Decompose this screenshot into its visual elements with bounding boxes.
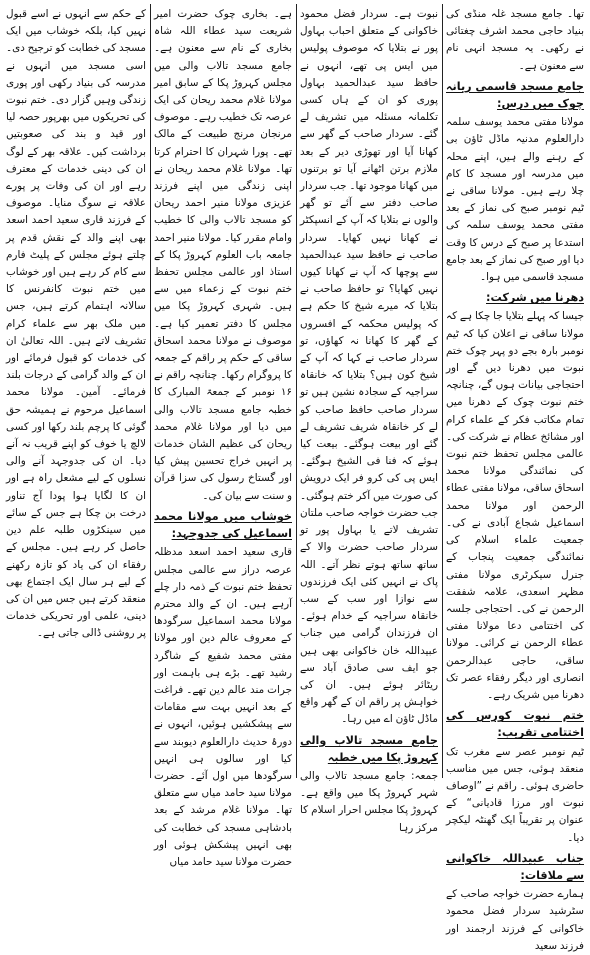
paragraph: نبوت ہے۔ سردار فضل محمود خاکوانی کے متعلق احباب بہاول پور نے بتلایا کہ موصوف پولیس میں ایس پی تھے، انہوں نے حافظ سید عبدالحمید بہاول پوری کو ان کے ہاں کسی تکلمانہ مسئلہ میں تشریف لے گئے۔ سردار صاحب کے گھر سے کھانا آیا اور تھوڑی دیر کے بعد ملازم برتن اٹھانے آیا تو برتنوں میں کھانا موجود تھا۔ جب سردار صاحب دفتر سے آئے تو گھر والوں نے بتلایا کہ آپ کے انسپکٹر نے کھانا نہیں کھایا۔ سردار صاحب نے حافظ سید عبدالحمید سے پوچھا کہ آپ نے کھانا کیوں نہیں کھایا؟ تو حافظ صاحب نے بتلایا کہ میرے شیخ کا حکم ہے کہ پولیس محکمہ کے افسروں کے گھر کا کھانا نہ کھاؤں، تو سردار صاحب نے کہا کہ آپ کے شیخ کون ہیں؟ بتلایا کہ خانقاہ سراجیہ کے سجادہ نشین ہیں تو سردار صاحب حافظ صاحب کو لے کر خانقاہ شریف تشریف لے گئے اور بیعت ہوگئے۔ بیعت کیا ہوئے کہ فنا فی الشیخ ہوگئے۔ ایس پی کی کرو فر ایک درویش کی صورت میں آکر ختم ہوگئی۔ جب حضرت خواجہ صاحب ملتان تشریف لاتے یا بہاول پور تو سردار صاحب حضرت والا کے ساتھ ساتھ ہوتے نظر آتے۔ اللہ پاک نے انہیں کئی ایک فرزندوں سے نوازا اور سب کے سب خانقاہ سراجیہ کے خدام ہوئے۔ ان فرزندان گرامی میں جناب عبیداللہ خان خاکوانی بھی ہیں جو ایف سی صادق آباد سے ریٹائر ہوئے ہیں۔ ان کی خواہش پر راقم ان کے گھر واقع ماڈل ٹاؤن اے میں رہا۔ (300, 8, 438, 726)
text-column-2 (300, 6, 438, 834)
paragraph: ہے۔ بخاری چوک حضرت امیر شریعت سید عطاء اللہ شاہ بخاری کے نام سے معنون ہے۔ جامع مسجد تالاب والی میں مجلس کہروڑ پکا کے سابق امیر مولانا غلام محمد ریحان کی ایک عرصہ تک خطیب رہے۔ موصوف مرنجان مرنج طبیعت کے مالک تھے۔ پورا شہران کا احترام کرتا تھا۔ مولانا غلام محمد ریحان نے اپنی زندگی میں اپنے فرزند عزیزی مولانا منیر احمد ریحان کو مسجد تالاب والی کا خطیب وامام مقرر کیا۔ مولانا منیر احمد جامعہ باب العلوم کہروڑ پکا کے استاذ اور عالمی مجلس تحفظ ختم نبوت کے زعماء میں سے ہیں۔ شہری کہروڑ پکا میں مجلس کا دفتر تعمیر کیا ہے۔ موصوف نے مولانا محمد اسحاق ساقی کے حکم پر راقم کے جمعہ کا پروگرام رکھا۔ چنانچہ راقم نے ۱۶ نومبر کے جمعۃ المبارک کا خطبہ جامع مسجد تالاب والی میں دیا اور مولانا غلام محمد ریحان کی عظیم الشان خدمات پر انہیں خراج تحسین پیش کیا اور گستاخ رسول کی سزا قرآن و سنت سے بیان کی۔ (154, 8, 292, 502)
paragraph: جیسا کہ پہلے بتلایا جا چکا ہے کہ مولانا ساقی نے اعلان کیا کہ ٹیم نومبر بارہ بجے دو پہر چوک ختم نبوت میں دھرنا دیں گے اور احتجاجی بیانات ہوں گے، چنانچہ ختم نبوت چوک کے دھرنا میں تمام مکاتب فکر کے علماء کرام اور مشائخ عظام نے شرکت کی۔ عالمی مجلس تحفظ ختم نبوت کی نمائندگی مولانا محمد اسحاق ساقی، مولانا مفتی عطاء الرحمن اور مولانا محمد اسماعیل شجاع آبادی نے کی۔ جمعیت علماء اسلام کی نمائندگی جمعیت پنجاب کے جنرل سیکرٹری مولانا مفتی مظہر اسعدی، علامہ شفقت الرحمن نے کی۔ احتجاجی جلسہ کی اختتامی دعا مولانا مفتی عطاء الرحمن نے کرائی۔ مولانا ساقی، حاجی عبدالرحمن انصاری اور دیگر رفقاء عصر تک دھرنا میں شریک رہے۔ (446, 310, 584, 701)
paragraph: تھا۔ جامع مسجد غلہ منڈی کی بنیاد حاجی محمد اشرف چغتائی نے رکھی۔ یہ مسجد انہی نام سے معنون ہے۔ (446, 8, 584, 72)
paragraph: ہمارے حضرت خواجہ صاحب کے سٹرشید سردار فضل محمود خاکوانی کے فرزند ارجمند اور فرزند سعید (446, 888, 584, 952)
section-heading: جامع مسجد قاسمی ریانہ چوک میں درس: (446, 79, 584, 111)
column-divider (442, 4, 443, 778)
text-column-1 (446, 6, 584, 952)
text-column-3 (154, 6, 292, 868)
column-divider (150, 4, 151, 778)
text-column-4 (6, 6, 146, 776)
section-heading: دھرنا میں شرکت: (486, 291, 584, 305)
section-heading: خوشاب میں مولانا محمد اسماعیل کی جدوجہد: (154, 509, 292, 541)
section-heading: جامع مسجد تالاب والی کہروڑ پکا میں خطبہ (300, 733, 438, 764)
section-heading: ختم نبوت کورس کی اختتامی تقریب: (446, 709, 584, 740)
paragraph: مولانا مفتی محمد یوسف سلمہ دارالعلوم مدنیہ ماڈل ٹاؤن بی کے رہنے والے ہیں، اپنے محلہ میں مدرسہ اور مسجد کا کام چلا رہے ہیں۔ مولانا ساقی نے ٹیم نومبر صبح کی نماز کے بعد مفتی محمد یوسف سلمہ کی استدعا پر صبح کے درس کا وقت دیا اور صبح کی نماز کے بعد جامع مسجد قاسمی میں ہوا۔ (446, 116, 584, 284)
paragraph: جمعہ: جامع مسجد تالاب والی شہر کہروڑ پکا میں واقع ہے۔ کہروڑ پکا مجلس احرار اسلام کا مرکز رہا (300, 769, 438, 834)
paragraph: ٹیم نومبر عصر سے مغرب تک منعقد ہوئی، جس میں مناسب حاضری ہوئی۔ راقم نے ”اوصاف نبوت اور مرزا قادیانی“ کے عنوان پر تقریباً ایک گھنٹہ لیکچر دیا۔ (446, 745, 584, 844)
section-heading: جناب عبیداللہ خاکوانی سے ملاقات: (446, 851, 584, 882)
paragraph: قاری سعید احمد اسعد مدظلہ عرصہ دراز سے عالمی مجلس تحفظ ختم نبوت کے ذمہ دار چلے آرہے ہیں۔ ان کے والد محترم مولانا محمد اسماعیل سرگودھا کے معروف عالم دین اور مولانا مفتی محمد شفیع کے شاگرد رشید تھے۔ بڑے ہی باہمت اور جرات مند عالم دین تھے۔ فراغت کے بعد انہیں بہت سے مقامات سے پیشکشیں ہوئیں، انہوں نے دورۂ حدیث دارالعلوم دیوبند سے کیا اور سالوں ہی انہیں سرگودھا میں اول آئے۔ حضرت مولانا سید حامد میاں سے متعلق تھا۔ مولانا غلام مرشد کے بعد بادشاہی مسجد کی خطابت کی بھی انہیں پیشکش ہوئی اور حضرت مولانا سید حامد میاں (154, 546, 292, 868)
paragraph: کے حکم سے انہوں نے اسے قبول نہیں کیا، بلکہ خوشاب میں ایک مسجد کی خطابت کو ترجیح دی۔ اسی مسجد میں انہوں نے مدرسہ کی بنیاد رکھی اور پوری زندگی وہیں گزار دی۔ ختم نبوت کی تحریکوں میں بھرپور حصہ لیا اور قید و بند کی صعوبتیں برداشت کیں۔ علاقہ بھر کے لوگ ان کی دینی خدمات کے معترف رہے اور ان کی وفات پر پورے علاقہ نے سوگ منایا۔ موصوف کے فرزند قاری سعید احمد اسعد بھی اپنے والد کے نقش قدم پر چلتے ہوئے مجلس کے پلیٹ فارم سے کام کر رہے ہیں اور خوشاب میں ختم نبوت کانفرنس کا سالانہ اہتمام کرتے ہیں، جس میں ملک بھر سے علماء کرام تشریف لاتے ہیں۔ اللہ تعالیٰ ان کی خدمات کو قبول فرمائے اور ان کے والد گرامی کے درجات بلند فرمائے۔ آمین۔ مولانا محمد اسماعیل مرحوم نے ہمیشہ حق گوئی کا پرچم بلند رکھا اور کسی لالچ یا خوف کو اپنے قریب نہ آنے دیا۔ ان کی جدوجہد آنے والی نسلوں کے لیے مشعل راہ ہے اور ان کا لگایا ہوا پودا آج تناور درخت بن چکا ہے جس کے سائے میں سینکڑوں طلبہ علم دین حاصل کر رہے ہیں۔ مجلس کے رفقاء ان کی یاد کو تازہ رکھنے کے لیے ہر سال ایک اجتماع بھی منعقد کرتے ہیں جس میں ان کی دینی، علمی اور تحریکی خدمات پر روشنی ڈالی جاتی ہے۔ (6, 8, 146, 640)
column-divider (296, 4, 297, 778)
